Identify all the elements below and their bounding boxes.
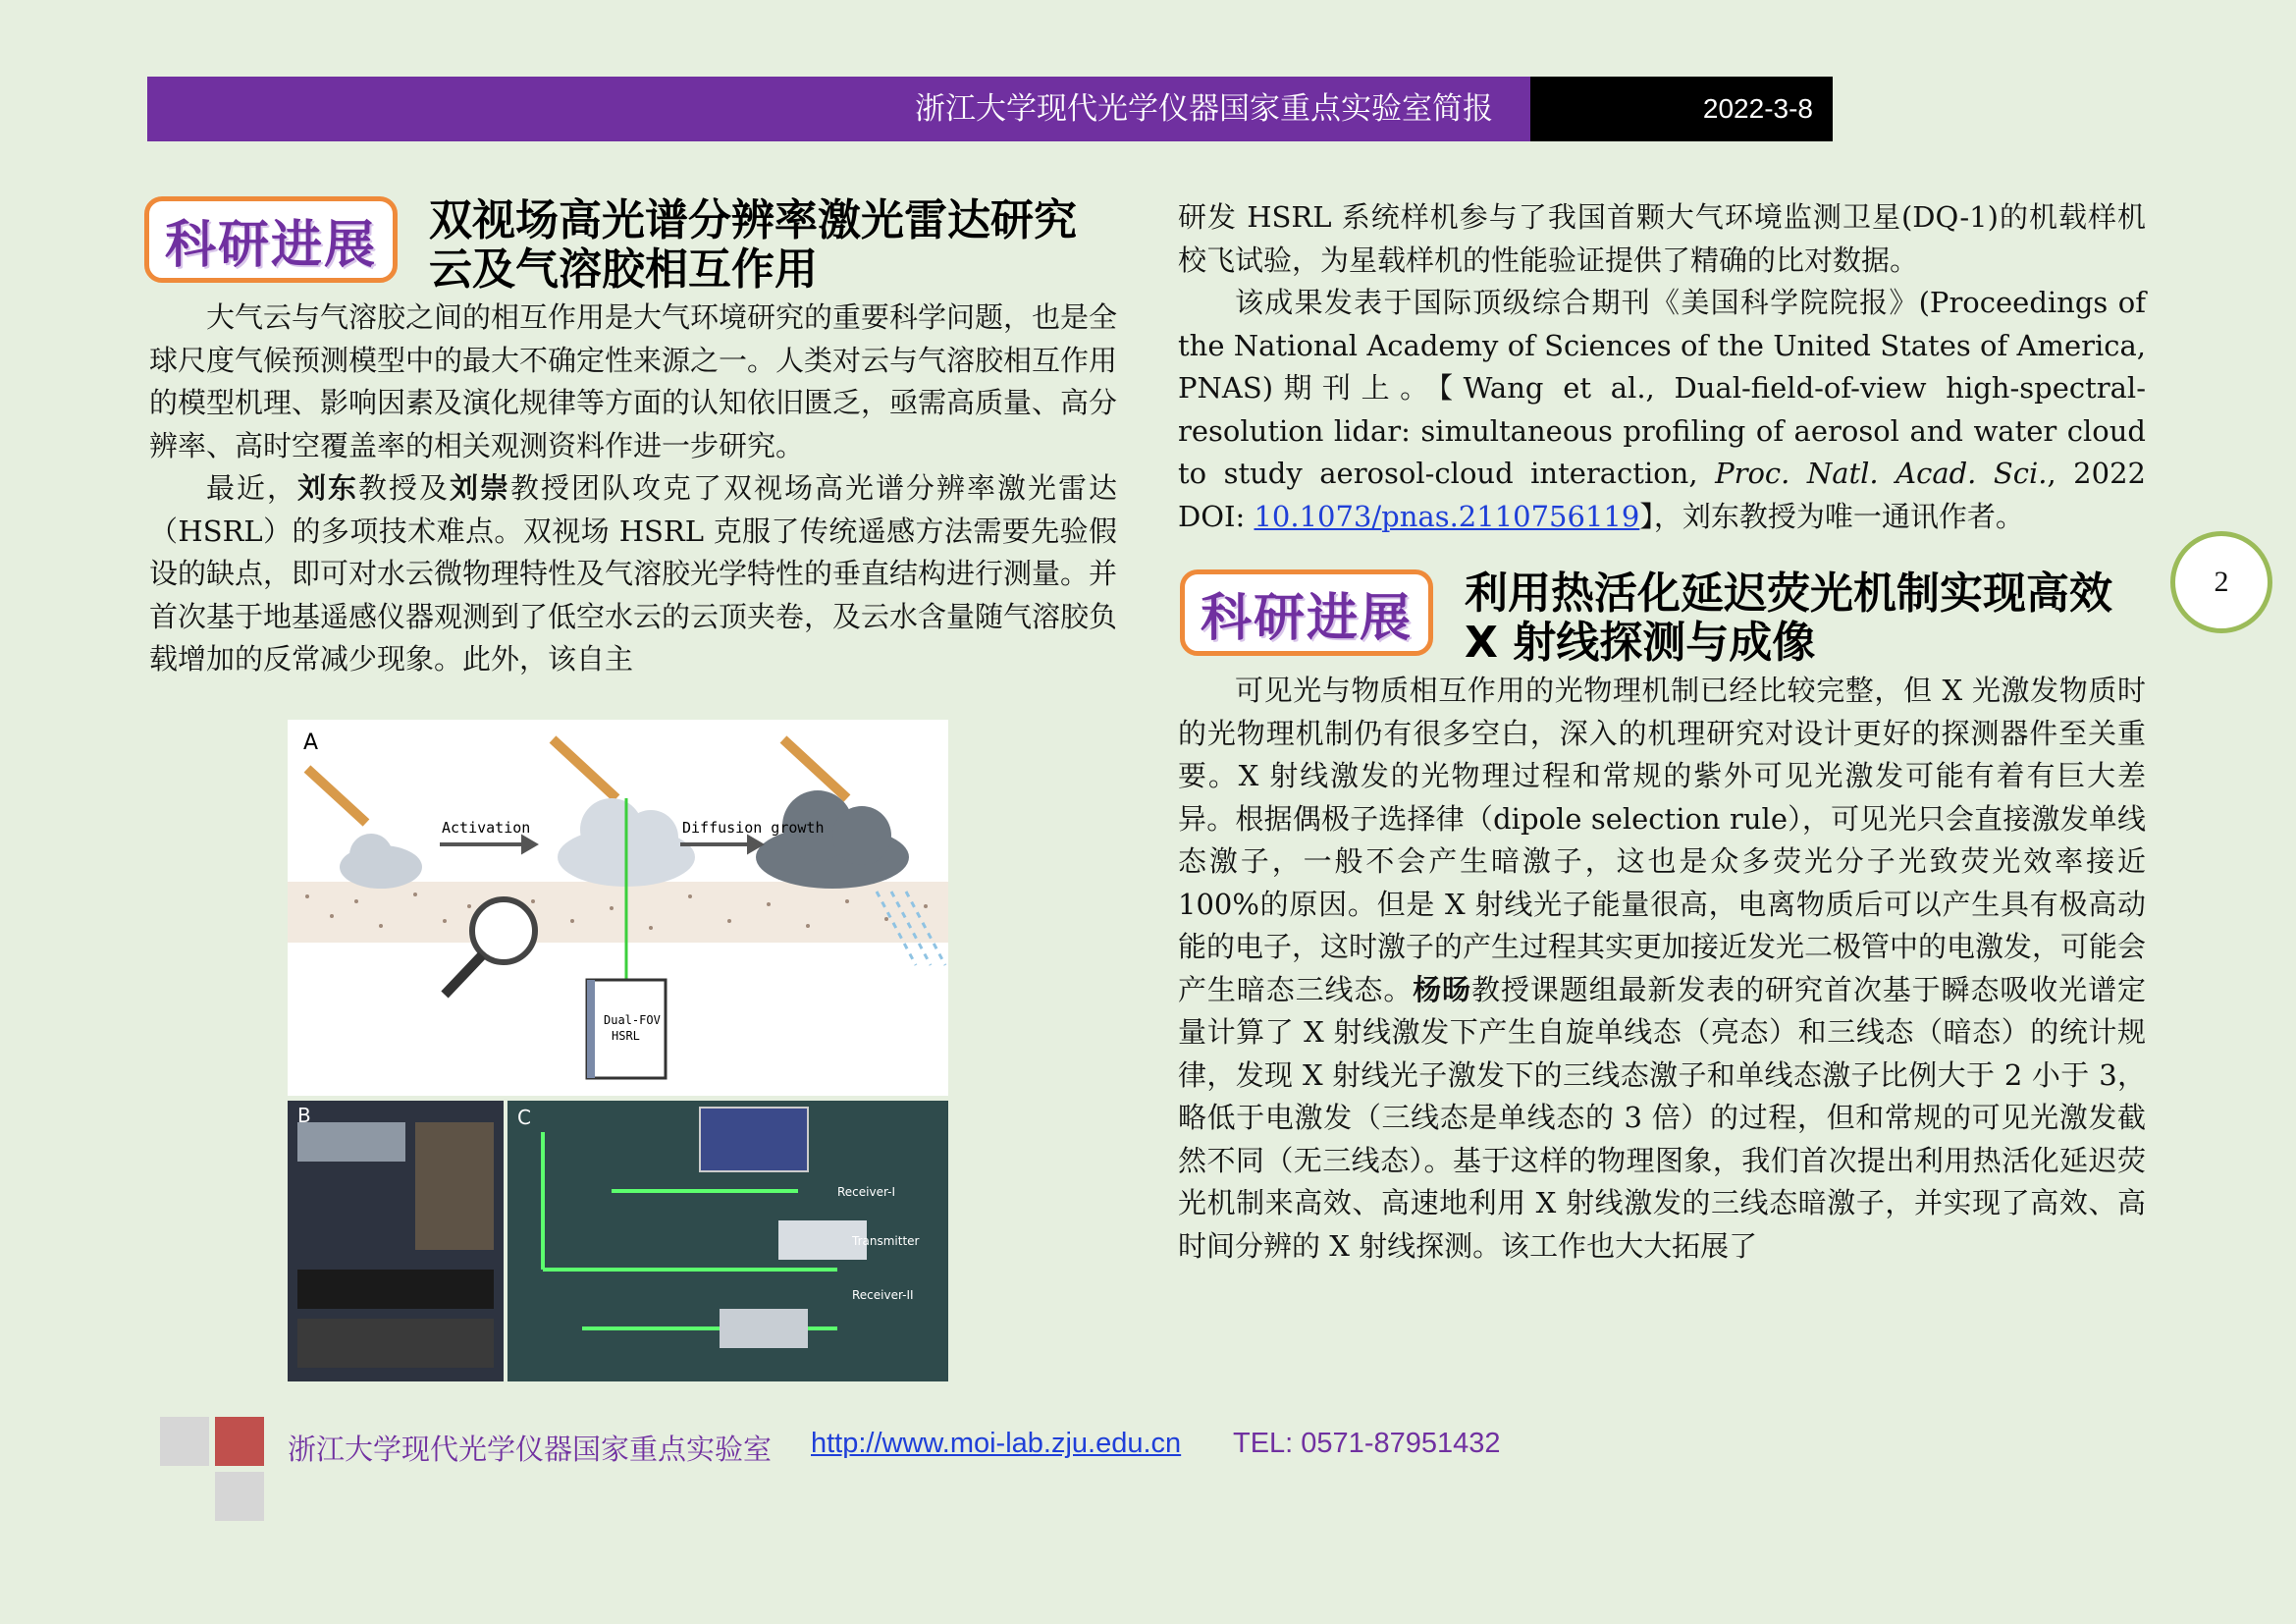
article2-title-line2: X 射线探测与成像 (1465, 618, 1816, 668)
section-badge-label: 科研进展 (1200, 588, 1413, 648)
article2-title (1465, 569, 2112, 668)
footer-tel: TEL: 0571-87951432 (1233, 1428, 1501, 1459)
author-name: 刘崇 (450, 471, 510, 505)
page-number: 2 (2170, 531, 2272, 633)
author-name: 杨旸 (1413, 972, 1472, 1006)
article1-title-line2: 云及气溶胶相互作用 (429, 244, 818, 295)
section-badge (144, 196, 398, 283)
hsrl-figure-svg (288, 720, 948, 1381)
panel-a-label: A (303, 731, 319, 755)
text-run: 最近， (206, 471, 297, 505)
article1-paragraph-4 (1178, 282, 2146, 538)
rack-unit (297, 1270, 494, 1309)
section-badge-label: 科研进展 (164, 215, 377, 275)
aerosol-layer (288, 882, 948, 943)
device-label-1: Dual-FOV (604, 1013, 661, 1027)
optics-frame (415, 1122, 494, 1250)
article1-paragraph-1: 大气云与气溶胶之间的相互作用是大气环境研究的重要科学问题，也是全球尺度气候预测模型中的最大不确定性来源之一。人类对云与气溶胶相互作用的模型机理、影响因素及演化规律等方面的认知依旧匮乏，亟需高质量、高分辨率、高时空覆盖率的相关观测资料作进一步研究。 (149, 300, 1118, 462)
article1-title (429, 196, 1077, 295)
transmitter-label: Transmitter (852, 1234, 920, 1248)
issue-date: 2022-3-8 (1530, 77, 1833, 141)
journal-name: Proc. Natl. Acad. Sci. (1715, 457, 2048, 490)
text-run: 】，刘东教授为唯一通讯作者。 (1639, 499, 2024, 533)
device-label-2: HSRL (612, 1029, 640, 1043)
diffusion-label: Diffusion growth (682, 819, 825, 837)
text-run: 该成果发表于国际顶级综合期刊《美国科学院院报》(Proceedings of the National Academy of Sciences of the United States of America, PNAS)期刊上。【Wang et al., Dual-field-of-view high-spectral-resolution lidar: simultaneous profiling of aerosol and water cloud to study aerosol-cloud interaction, (1178, 286, 2146, 490)
article1-paragraph-2 (149, 467, 1117, 681)
article2-paragraph-1 (1178, 670, 2146, 1268)
header-bar (147, 77, 1833, 141)
rack-unit-lower (297, 1319, 494, 1368)
section-badge (1180, 569, 1433, 656)
text-run: , 2022 DOI: (1178, 457, 2146, 533)
monitor (700, 1108, 808, 1171)
hsrl-device (587, 980, 666, 1078)
receiver-box (720, 1309, 808, 1348)
text-run: 教授及 (358, 471, 450, 505)
receiver2-label: Receiver-II (852, 1288, 914, 1302)
article2-title-line1: 利用热活化延迟荧光机制实现高效 (1465, 568, 2112, 619)
article1-column-left (149, 297, 1117, 681)
article1-title-line1: 双视场高光谱分辨率激光雷达研究 (429, 195, 1077, 245)
newsletter-title: 浙江大学现代光学仪器国家重点实验室简报 (915, 91, 1493, 127)
footer-square-red (215, 1417, 264, 1466)
footer-square-grey (160, 1417, 209, 1466)
footer-lab-name: 浙江大学现代光学仪器国家重点实验室 (288, 1433, 773, 1466)
text-run: 可见光与物质相互作用的光物理机制已经比较完整，但 X 光激发物质时的光物理机制仍有很多空白，深入的机理研究对设计更好的探测器件至关重要。X 射线激发的光物理过程和常规的紫外可见光激发可能有着有巨大差异。根据偶极子选择律（dipole selection rule），可见光只会直接激发单线态激子，一般不会产生暗激子，这也是众多荧光分子光致荧光效率接近 100%的原因。但是 X 射线光子能量很高，电离物质后可以产生具有极高动能的电子，这时激子的产生过程其实更加接近发光二极管中的电激发，可能会产生暗态三线态。 (1178, 674, 2147, 1006)
instrument-unit (297, 1122, 405, 1162)
text-run: 教授课题组最新发表的研究首次基于瞬态吸收光谱定量计算了 X 射线激发下产生自旋单线态（亮态）和三线态（暗态）的统计规律，发现 X 射线光子激发下的三线态激子和单线态激子比例大于 2 小于 3，略低于电激发（三线态是单线态的 3 倍）的过程，但和常规的可见光激发截然不同（无三线态）。基于这样的物理图象，我们首次提出利用热活化延迟荧光机制来高效、高速地利用 X 射线激发的三线态暗激子，并实现了高效、高时间分辨的 X 射线探测。该工作也大大拓展了 (1178, 972, 2146, 1263)
article1-figure (288, 720, 948, 1381)
article1-paragraph-3: 研发 HSRL 系统样机参与了我国首颗大气环境监测卫星(DQ-1)的机载样机校飞试验，为星载样机的性能验证提供了精确的比对数据。 (1178, 200, 2146, 277)
text-run: 教授团队攻克了双视场高光谱分辨率激光雷达（HSRL）的多项技术难点。双视场 HSRL 克服了传统遥感方法需要先验假设的缺点，即可对水云微物理特性及气溶胶光学特性的垂直结构进行测量。并首次基于地基遥感仪器观测到了低空水云的云顶夹卷，及云水含量随气溶胶负载增加的反常减少现象。此外，该自主 (149, 471, 1118, 676)
receiver1-label: Receiver-I (837, 1185, 896, 1199)
doi-link[interactable]: 10.1073/pnas.2110756119 (1254, 499, 1640, 533)
activation-label: Activation (442, 819, 531, 837)
panel-b-label: B (297, 1104, 311, 1127)
footer-square-grey-2 (215, 1472, 264, 1521)
panel-c-label: C (517, 1106, 531, 1129)
footer-url-link[interactable]: http://www.moi-lab.zju.edu.cn (811, 1428, 1182, 1459)
article1-column-right (1178, 196, 2146, 538)
article2-body (1178, 670, 2146, 1268)
author-name: 刘东 (297, 471, 358, 505)
